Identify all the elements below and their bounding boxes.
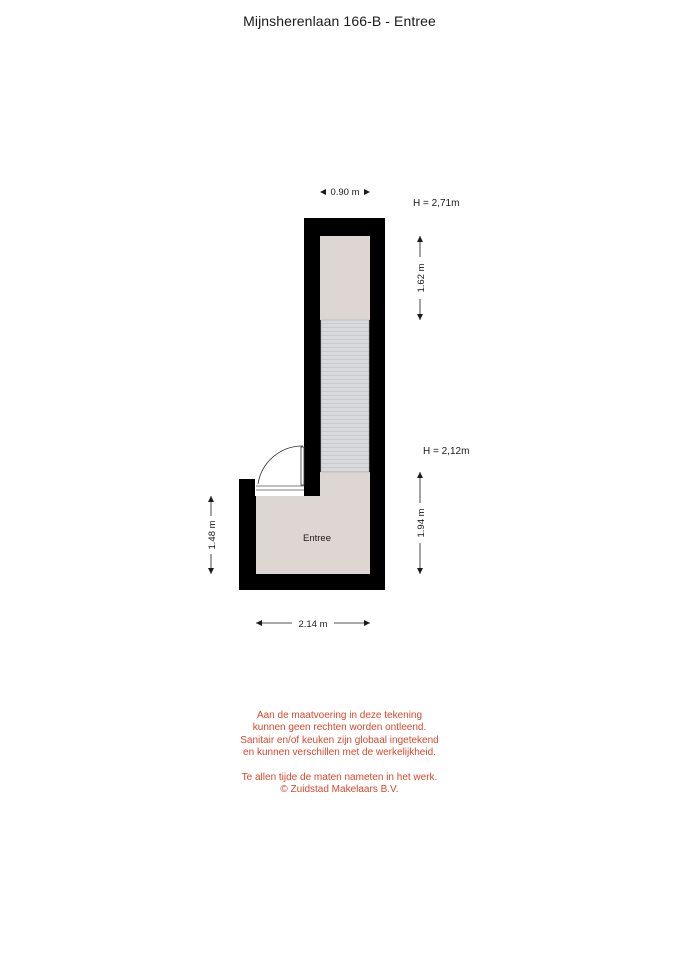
dimension-upper-height-label: 1.62 m xyxy=(416,263,427,293)
ceiling-height-upper: H = 2,71m xyxy=(413,198,460,209)
dimension-top-width xyxy=(320,187,370,198)
page-title: Mijnsherenlaan 166-B - Entree xyxy=(243,13,436,29)
dimension-upper-height xyxy=(416,236,427,320)
dimension-top-width-label: 0.90 m xyxy=(330,187,360,198)
disclaimer-line: Aan de maatvoering in deze tekening xyxy=(256,710,423,721)
dimension-bottom-width xyxy=(256,619,370,630)
copyright: © Zuidstad Makelaars B.V. xyxy=(280,784,399,796)
disclaimer-line: kunnen geen rechten worden ontleend. xyxy=(252,722,427,734)
floor-upper xyxy=(320,236,370,320)
dimension-lower-right-height-label: 1.94 m xyxy=(416,508,427,538)
dimension-left-height-label: 1.48 m xyxy=(207,520,218,550)
ceiling-height-lower: H = 2,12m xyxy=(423,446,470,457)
room-label: Entree xyxy=(303,533,331,544)
disclaimer-line: Sanitair en/of keuken zijn globaal ingetekend xyxy=(240,734,439,746)
dimension-left-height xyxy=(207,496,218,574)
staircase xyxy=(321,320,369,472)
door-swing xyxy=(258,446,303,484)
dimension-lower-right-height xyxy=(416,472,427,574)
disclaimer-line: Te allen tijde de maten nameten in het werk. xyxy=(241,771,438,783)
door-opening xyxy=(256,483,304,493)
dimension-bottom-width-label: 2.14 m xyxy=(298,619,328,630)
disclaimer xyxy=(0,710,679,796)
disclaimer-line: en kunnen verschillen met de werkelijkheid. xyxy=(243,747,436,759)
door-leaf xyxy=(301,447,304,485)
